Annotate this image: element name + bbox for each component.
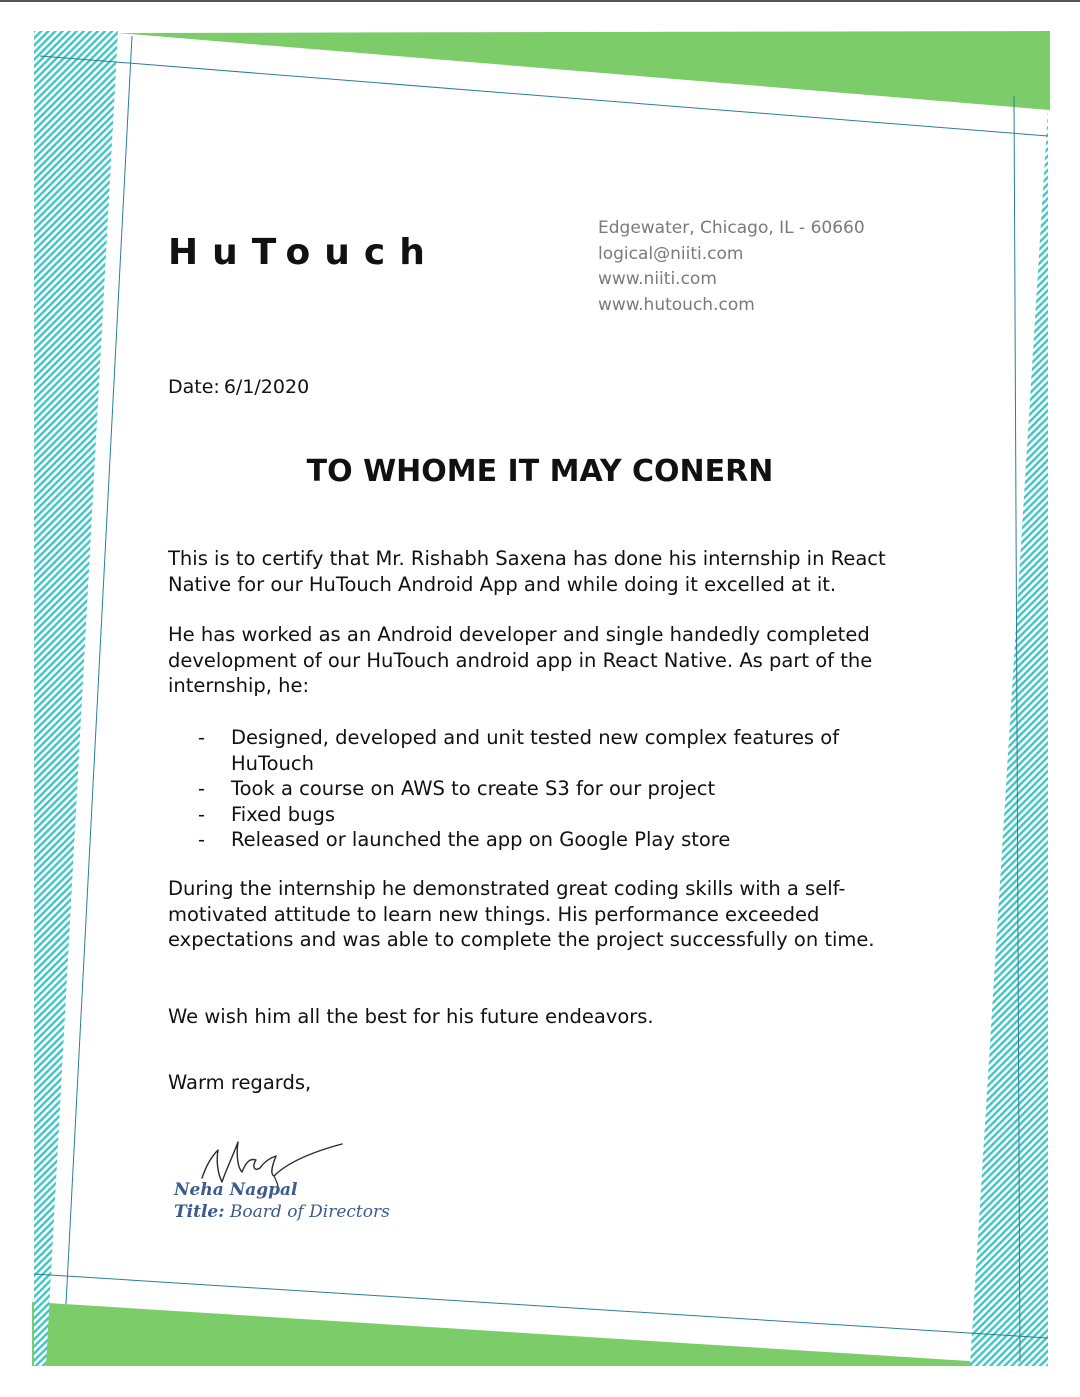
paragraph-wishes: We wish him all the best for his future endeavors. [168, 1005, 654, 1028]
responsibilities-list [168, 725, 908, 853]
contact-email: logical@niiti.com [598, 243, 744, 264]
contact-address: Edgewater, Chicago, IL - 60660 [598, 218, 865, 238]
contact-block [598, 216, 865, 318]
list-item-text: Took a course on AWS to create S3 for our project [231, 777, 716, 800]
signatory-name: Neha Nagpal [174, 1180, 298, 1200]
signature-block [172, 1128, 392, 1228]
list-item [168, 802, 908, 828]
top-green-band [118, 31, 1050, 110]
contact-website-niiti: www.niiti.com [598, 269, 717, 289]
signatory-title-label: Title: [174, 1202, 225, 1222]
closing-salutation: Warm regards, [168, 1071, 312, 1094]
right-hatched-band [970, 110, 1048, 1366]
left-hatched-band [34, 31, 118, 1366]
paragraph-performance: During the internship he demonstrated great coding skills with a self-motivated attitude to learn new things. His performance exceeded expectations and was able to complete the project successfully on time. [168, 877, 875, 951]
list-item [168, 827, 908, 853]
signatory-title [174, 1202, 390, 1222]
list-item-text: Fixed bugs [231, 802, 336, 826]
paragraph-certification: This is to certify that Mr. Rishabh Saxena has done his internship in React Native for our HuTouch Android App and while doing it excelled at it. [168, 547, 886, 596]
list-item-text: Released or launched the app on Google Play store [231, 828, 731, 851]
date-value: 6/1/2020 [223, 376, 310, 398]
list-marker: - [198, 726, 206, 749]
letter-date [168, 376, 309, 398]
list-item [168, 776, 908, 802]
bottom-green-band [32, 1302, 1048, 1366]
contact-website-hutouch: www.hutouch.com [598, 294, 755, 315]
list-marker: - [198, 777, 206, 800]
list-marker: - [198, 802, 206, 826]
list-marker: - [198, 828, 206, 851]
letter-heading: TO WHOME IT MAY CONERN [306, 454, 774, 489]
list-item-text: Designed, developed and unit tested new complex features of HuTouch [231, 726, 840, 775]
company-name: HuTouch [168, 232, 439, 273]
paragraph-role: He has worked as an Android developer and single handedly completed development of our HuTouch android app in React Native. As part of the internship, he: [168, 623, 873, 697]
date-label: Date: [168, 376, 220, 398]
signatory-title-value: Board of Directors [229, 1202, 390, 1222]
list-item [168, 725, 908, 776]
